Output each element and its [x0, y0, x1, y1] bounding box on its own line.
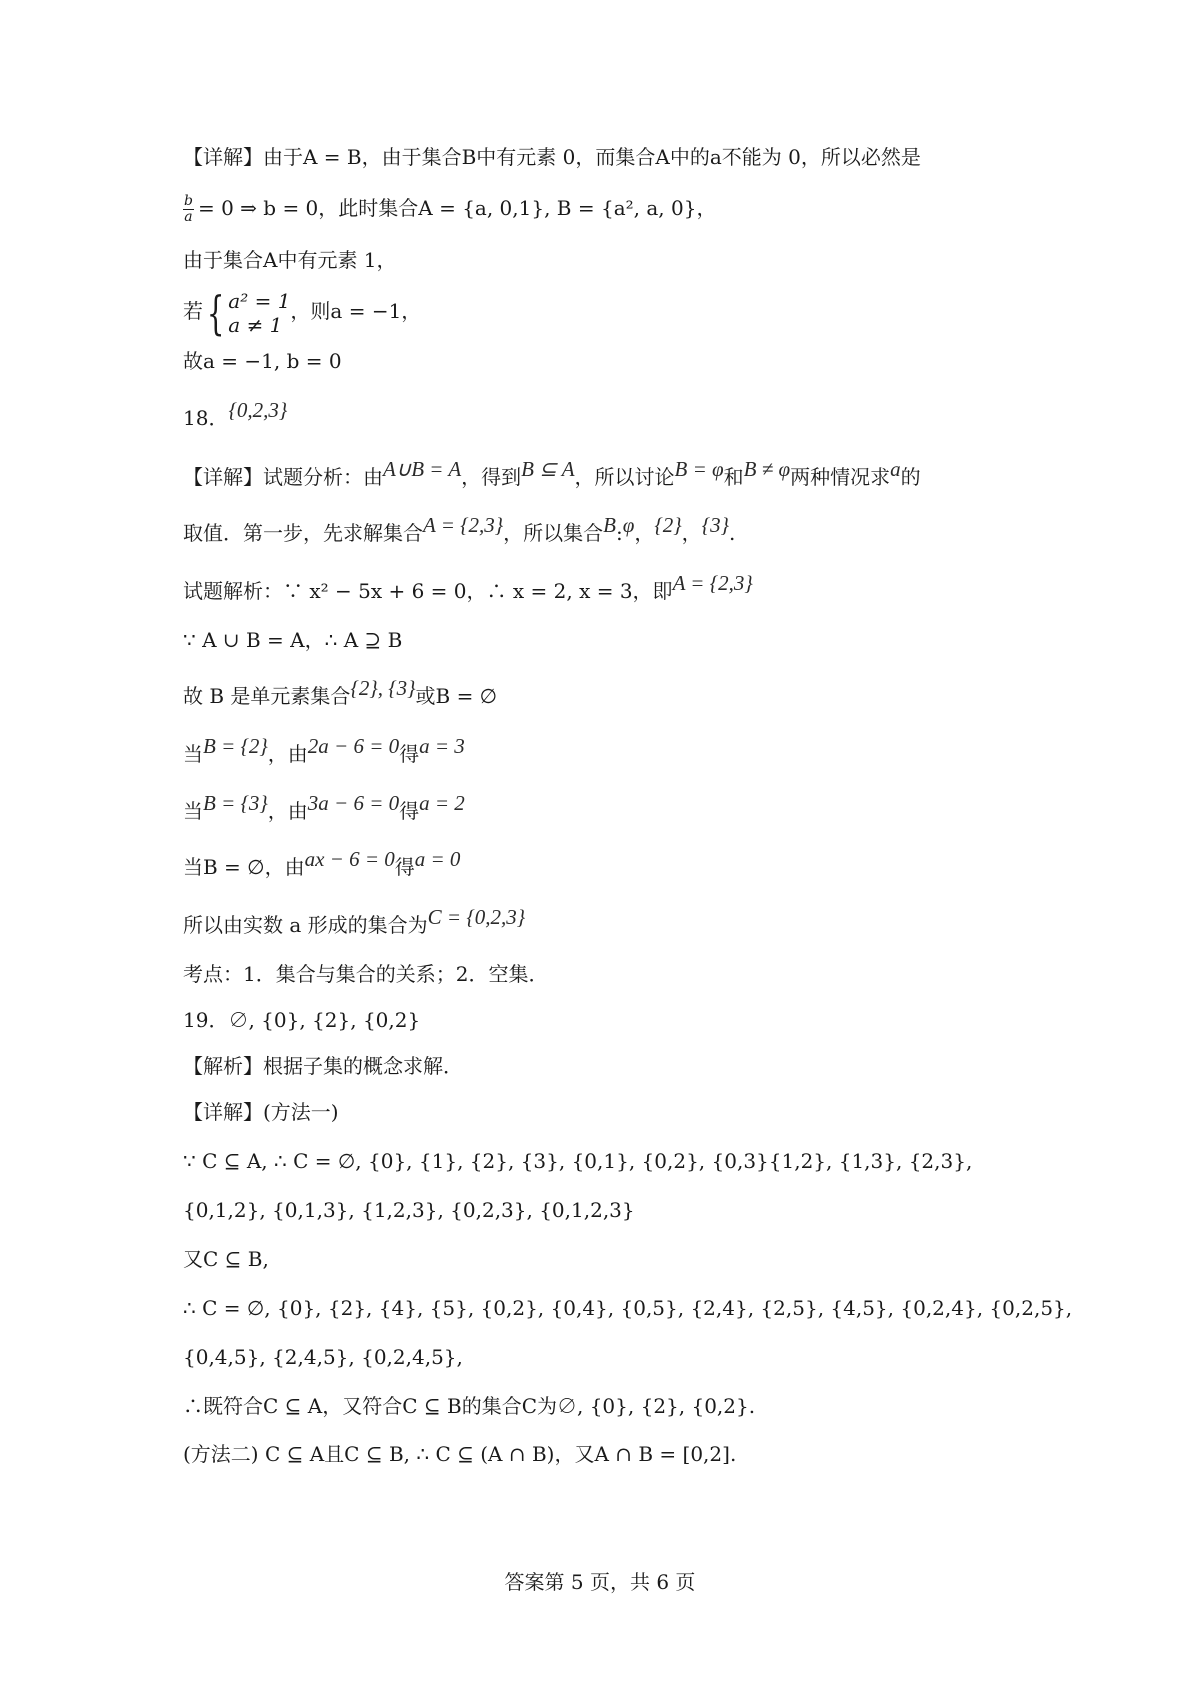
left-brace: { — [206, 285, 225, 340]
formula-b-eq-2: B = {2} — [203, 734, 268, 758]
formula-equation: 3a − 6 = 0 — [307, 791, 400, 815]
method-1-line-5: {0,4,5}, {2,4,5}, {0,2,4,5}, — [183, 1345, 463, 1369]
answer-set: {0,2,3} — [228, 398, 288, 422]
solution-text: 或B = ∅ — [415, 684, 498, 708]
solution-text: 得 — [399, 799, 420, 823]
method-1-line-1: ∵ C ⊆ A, ∴ C = ∅, {0}, {1}, {2}, {3}, {0,1}, {0,2}, {0,3}{1,2}, {1,3}, {2,3}, — [183, 1149, 973, 1173]
detail-line-5: 故a = −1, b = 0 — [183, 349, 342, 373]
analysis-text: : — [616, 521, 623, 545]
analysis-text: ，所以集合 — [503, 521, 604, 545]
detail-line-4 — [183, 283, 421, 339]
solution-text: 试题解析：∵ x² − 5x + 6 = 0，∴ x = 2, x = 3，即 — [183, 579, 673, 603]
formula-result: a = 3 — [419, 734, 465, 758]
fraction-numerator: b — [184, 193, 193, 209]
detail-line-4-post: ，则a = −1， — [290, 299, 422, 323]
question-number: 18． — [183, 406, 229, 430]
formula-result: a = 0 — [414, 847, 461, 871]
formula-set-3: {3} — [701, 513, 729, 537]
analysis-text: 和 — [723, 465, 744, 489]
method-1-line-3: 又C ⊆ B, — [183, 1247, 269, 1271]
analysis-line-2 — [183, 513, 736, 547]
formula-equation: ax − 6 = 0 — [304, 847, 395, 871]
fraction-b-over-a — [183, 194, 194, 225]
analysis-text: . — [728, 521, 736, 545]
formula-empty: φ — [622, 513, 635, 537]
fraction-denominator: a — [184, 209, 193, 225]
equation-1: a² = 1 — [228, 288, 291, 313]
key-points: 考点：1．集合与集合的关系；2．空集． — [183, 962, 549, 986]
solution-conclusion — [183, 905, 526, 939]
equation-system — [228, 289, 290, 337]
analysis-text: 的 — [900, 465, 921, 489]
analysis-heading: 【解析】根据子集的概念求解． — [183, 1054, 463, 1078]
solution-text: 得 — [399, 742, 420, 766]
formula-singletons: {2}, {3} — [350, 676, 416, 700]
formula-set-c: C = {0,2,3} — [427, 905, 526, 929]
formula-union: A∪B = A — [383, 457, 462, 481]
analysis-line-1 — [183, 457, 921, 491]
detail-line-2 — [183, 194, 716, 225]
analysis-text: 两种情况求 — [790, 465, 891, 489]
formula-subset: B ⊆ A — [521, 457, 575, 481]
solution-text: ，由 — [267, 742, 308, 766]
solution-text: 得 — [394, 855, 415, 879]
analysis-text: 【详解】试题分析：由 — [183, 465, 383, 489]
detail-method-1: 【详解】(方法一) — [183, 1100, 339, 1124]
analysis-text: ，所以讨论 — [574, 465, 675, 489]
detail-line-1: 【详解】由于A = B，由于集合B中有元素 0，而集合A中的a不能为 0，所以必然是 — [183, 145, 921, 169]
method-2-line: (方法二) C ⊆ A且C ⊆ B, ∴ C ⊆ (A ∩ B)，又A ∩ B = [0,2]. — [183, 1442, 737, 1466]
analysis-text: ，得到 — [461, 465, 522, 489]
method-1-line-4: ∴ C = ∅, {0}, {2}, {4}, {5}, {0,2}, {0,4}, {0,5}, {2,4}, {2,5}, {4,5}, {0,2,4}, {0,2,5}, — [183, 1296, 1073, 1320]
formula-set-a: A = {2,3} — [672, 571, 753, 595]
question-19-answer: 19．∅, {0}, {2}, {0,2} — [183, 1008, 421, 1032]
formula-set-a: A = {2,3} — [423, 513, 504, 537]
formula-a: a — [890, 457, 901, 481]
page-footer: 答案第 5 页，共 6 页 — [504, 1570, 696, 1594]
question-18-answer — [183, 398, 288, 432]
solution-text: 当 — [183, 799, 203, 823]
detail-line-4-pre: 若 — [183, 299, 203, 323]
solution-text: 当 — [183, 742, 203, 766]
solution-case-1 — [183, 734, 465, 768]
solution-text: ，由 — [267, 799, 308, 823]
analysis-text: ， — [634, 521, 655, 545]
method-1-line-2: {0,1,2}, {0,1,3}, {1,2,3}, {0,2,3}, {0,1,2,3} — [183, 1198, 635, 1222]
solution-text: 当B = ∅，由 — [183, 855, 305, 879]
formula-empty: B = φ — [674, 457, 724, 481]
formula-b-eq-3: B = {3} — [203, 791, 268, 815]
solution-text: 故 B 是单元素集合 — [183, 684, 351, 708]
formula-set-2: {2} — [654, 513, 682, 537]
equation-2: a ≠ 1 — [228, 312, 283, 337]
solution-line-2: ∵ A ∪ B = A，∴ A ⊇ B — [183, 628, 403, 652]
formula-nonempty: B ≠ φ — [743, 457, 791, 481]
solution-text: 所以由实数 a 形成的集合为 — [183, 913, 428, 937]
solution-case-2 — [183, 791, 465, 825]
analysis-text: ， — [681, 521, 702, 545]
solution-line-3 — [183, 676, 498, 710]
solution-case-3 — [183, 847, 461, 881]
detail-line-3: 由于集合A中有元素 1， — [183, 248, 397, 272]
formula-equation: 2a − 6 = 0 — [307, 734, 400, 758]
analysis-text: 取值．第一步，先求解集合 — [183, 521, 423, 545]
formula-b: B — [603, 513, 616, 537]
formula-result: a = 2 — [419, 791, 465, 815]
method-1-line-6: ∴既符合C ⊆ A，又符合C ⊆ B的集合C为∅, {0}, {2}, {0,2}. — [183, 1394, 756, 1418]
solution-line-1 — [183, 571, 753, 605]
detail-line-2-text: = 0 ⇒ b = 0，此时集合A = {a, 0,1}, B = {a², a, 0}， — [197, 196, 717, 220]
